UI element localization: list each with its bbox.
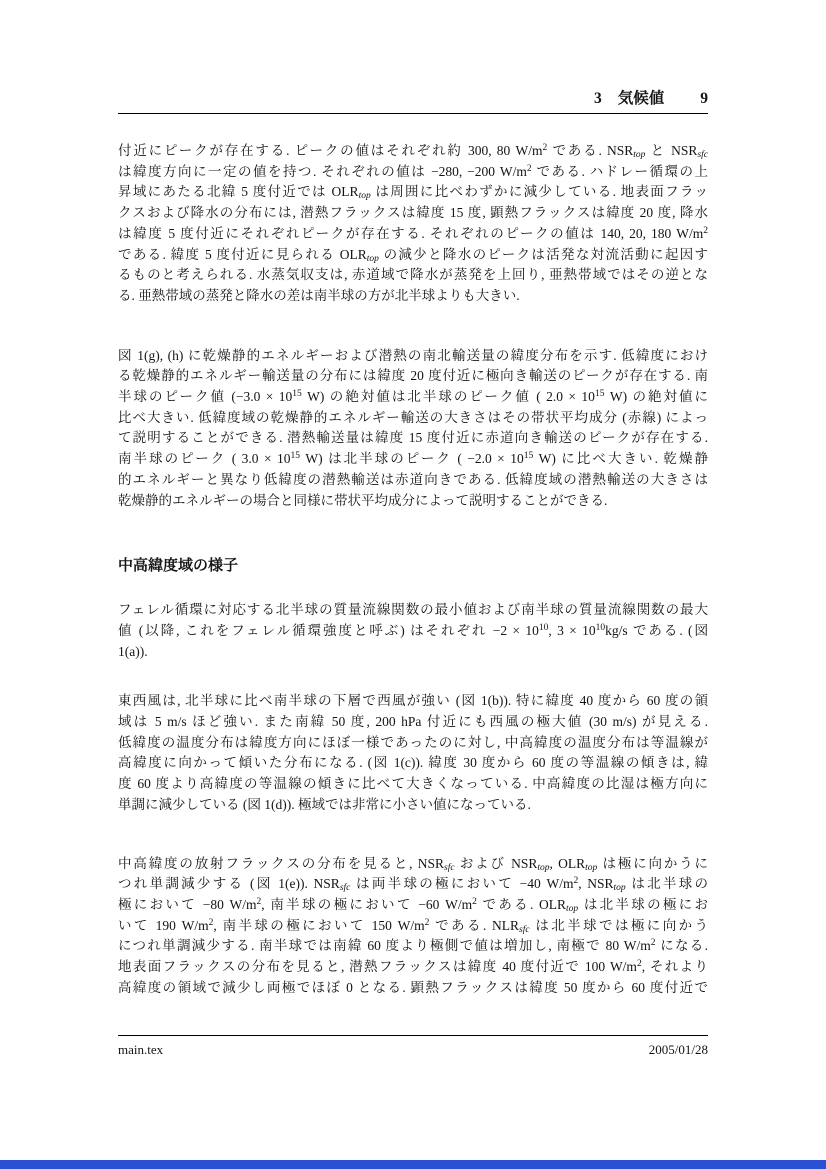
section-title: 気候値: [617, 90, 665, 107]
footer-rule: [118, 1035, 708, 1036]
text-line: 図 1(g), (h) に乾燥静的エネルギーおよび潜熱の南北輸送量の緯度分布を示す. 低緯度におけ: [118, 347, 708, 363]
text-line: 単調に減少している (図 1(d)). 極域では非常に小さい値になっている.: [118, 796, 531, 812]
text-line: る乾燥静的エネルギー輸送量の分布には緯度 20 度付近に極向き輸送のピークが存在する. 南: [118, 368, 708, 384]
page-footer: [118, 1035, 708, 1058]
paragraph: [118, 141, 708, 307]
subscript: sfc: [339, 883, 351, 894]
running-header: [118, 86, 708, 108]
text-line: は緯度方向に一定の値を持つ. それぞれの値は −280, −200 $W/m^2$ である. ハドレー循環の上: [118, 163, 708, 179]
superscript: 2: [573, 876, 579, 887]
footer-date: 2005/01/28: [648, 1042, 708, 1057]
subscript: top: [633, 150, 646, 160]
page-number: 9: [700, 90, 708, 107]
section-number: 3: [593, 90, 602, 107]
text-line: 中高緯度の放射フラックスの分布を見ると, $NSR_{sfc}$ および $NSR_{top}$, $OLR_{top}$ は極に向かうに: [118, 855, 709, 873]
paragraph: [118, 691, 708, 815]
text-line: である. 緯度 5 度付近に見られる $OLR_{top}$ の減少と降水のピークは活発な対流活動に起因す: [118, 246, 708, 264]
header-rule: [118, 113, 708, 114]
text-line: 付近にピークが存在する. ピークの値はそれぞれ約 300, 80 $W/m^2$ である. $NSR_{top}$ と $NSR_{sfc}$: [118, 143, 709, 160]
text-line: て説明することができる. 潜熱輸送量は緯度 15 度付近に赤道向き輸送のピークが存在する.: [118, 430, 708, 446]
superscript: 2: [472, 896, 477, 907]
text-line: クスおよび降水の分布には, 潜熱フラックスは緯度 15 度, 顕熱フラックスは緯度 20 度, 降水: [118, 205, 708, 221]
subscript: top: [566, 903, 579, 914]
text-line: る. 亜熱帯域の蒸発と降水の差は南半球の方が北半球よりも大きい.: [118, 287, 520, 303]
text-line: 比べ大きい. 低緯度域の乾燥静的エネルギー輸送の大きさはその帯状平均成分 (赤線) によっ: [118, 409, 708, 425]
superscript: 2: [256, 896, 262, 907]
superscript: 10: [538, 622, 549, 633]
superscript: 15: [292, 389, 302, 400]
text-line: るものと考えられる. 水蒸気収支は, 赤道域で降水が蒸発を上回り, 亜熱帯域ではその逆とな: [118, 267, 708, 283]
superscript: 2: [636, 959, 642, 970]
text-line: 地表面フラックスの分布を見ると, 潜熱フラックスは緯度 40 度付近で 100 $W/m^2$, それより: [118, 959, 708, 975]
document-body: [118, 141, 708, 999]
superscript: 2: [650, 938, 656, 949]
text-line: 東西風は, 北半球に比べ南半球の下層で西風が強い (図 1(b)). 特に緯度 40 度から 60 度の領: [118, 693, 708, 709]
footer-row: [118, 1042, 708, 1058]
text-line: 度 60 度より高緯度の等温線の傾きに比べて大きくなっている. 中高緯度の比湿は極方向に: [118, 776, 708, 792]
superscript: 15: [290, 451, 300, 462]
subscript: top: [537, 862, 550, 873]
superscript: 2: [424, 917, 430, 928]
text-line: 値 (以降, これをフェレル循環強度と呼ぶ) はそれぞれ $-2 \times 10^{10}$, $3 \times 10^{10}kg/s$ である. (図: [118, 622, 708, 638]
superscript: 2: [542, 143, 548, 153]
text-line: 昇域にあたる北緯 5 度付近では $OLR_{top}$ は周囲に比べわずかに減少している. 地表面フラッ: [118, 184, 709, 202]
paragraph: [118, 854, 708, 999]
text-line: 乾燥静的エネルギーの場合と同様に帯状平均成分によって説明することができる.: [118, 492, 608, 508]
subscript: top: [358, 191, 371, 202]
subscript: sfc: [697, 150, 709, 160]
paragraph: [118, 600, 708, 662]
text-line: につれ単調減少する. 南半球では南緯 60 度より極側で値は増加し, 南極で 80 $W/m^2$ になる.: [118, 938, 708, 954]
text-line: つれ単調減少する (図 1(e)). $NSR_{sfc}$ は両半球の極において −40 $W/m^2$, $NSR_{top}$ は北半球の: [118, 876, 709, 894]
text-line: 半球のピーク値 ($-3.0 \times 10^{15}$ W) の絶対値は北半球のピーク値 ( $2.0 \times 10^{15}$ W) の絶対値に: [118, 389, 708, 405]
superscript: 10: [595, 622, 606, 633]
text-line: 低緯度の温度分布は緯度方向にほぼ一様であったのに対し, 中高緯度の温度分布は等温線が: [118, 734, 708, 750]
subscript: top: [585, 862, 598, 873]
footer-filename: main.tex: [118, 1042, 164, 1057]
text-line: 的エネルギーと異なり低緯度の潜熱輸送は赤道向きである. 低緯度域の潜熱輸送の大きさは: [118, 471, 708, 487]
superscript: 15: [594, 389, 605, 400]
text-line: 1(a)).: [118, 643, 148, 659]
subscript: top: [613, 883, 626, 894]
superscript: 15: [523, 451, 534, 462]
text-line: は緯度 5 度付近にそれぞれピークが存在する. それぞれのピークの値は 140, 20, 180 $W/m^2$: [118, 225, 708, 241]
text-line: 極において −80 $W/m^2$, 南半球の極において −60 $W/m^2$ である. $OLR_{top}$ は北半球の極にお: [118, 896, 709, 914]
subscript: top: [366, 253, 379, 264]
text-line: フェレル循環に対応する北半球の質量流線関数の最小値および南半球の質量流線関数の最大: [118, 602, 708, 618]
text-line: 域は 5 m/s ほど強い. また南緯 50 度, 200 hPa 付近にも西風の極大値 (30 m/s) が見える.: [118, 714, 708, 730]
superscript: 2: [526, 163, 532, 174]
page-content: [118, 0, 708, 999]
text-line: 高緯度の領域で減少し両極でほぼ 0 となる. 顕熱フラックスは緯度 50 度から 60 度付近で: [118, 979, 708, 995]
bottom-accent-bar: [0, 1160, 826, 1169]
subscript: sfc: [519, 924, 530, 935]
superscript: 2: [208, 917, 214, 928]
text-line: 高緯度に向かって傾いた分布になる. (図 1(c)). 緯度 30 度から 60 度の等温線の傾きは, 緯: [118, 755, 708, 771]
text-line: いて 190 $W/m^2$, 南半球の極において 150 $W/m^2$ である. $NLR_{sfc}$ は北半球では極に向かう: [118, 917, 709, 935]
text-line: 南半球のピーク ( $3.0 \times 10^{15}$ W) は北半球のピーク ( $-2.0 \times 10^{15}$ W) に比べ大きい. 乾燥静: [118, 451, 708, 467]
superscript: 2: [703, 225, 708, 236]
section-heading: 中高緯度域の様子: [118, 557, 239, 575]
subscript: sfc: [444, 862, 455, 873]
paragraph: [118, 346, 708, 512]
